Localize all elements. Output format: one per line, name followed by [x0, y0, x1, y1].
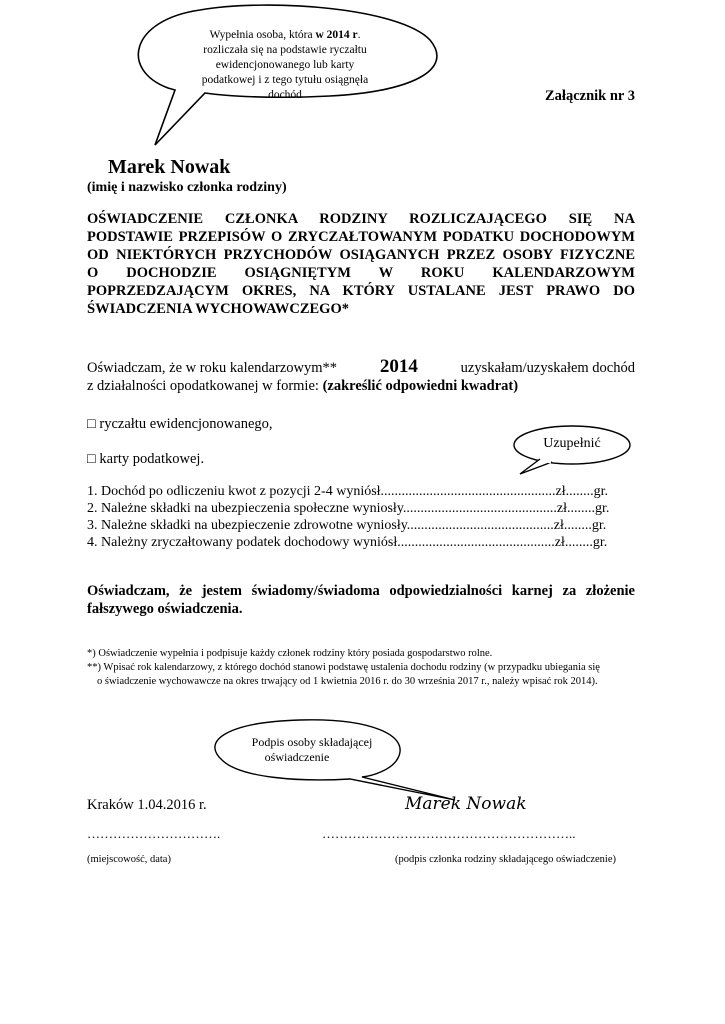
- declaration-year: 2014: [379, 356, 418, 377]
- member-name: Marek Nowak: [108, 156, 231, 178]
- footnote-1: *) Oświadczenie wypełnia i podpisuje każdy członek rodziny który posiada gospodarstwo rolne.: [87, 648, 493, 659]
- option-tax-card[interactable]: □ karty podatkowej.: [87, 451, 205, 467]
- income-row-4[interactable]: 4. Należny zryczałtowany podatek dochodowy wyniósł.............................................zł........gr.: [87, 535, 608, 550]
- member-name-caption: (imię i nazwisko członka rodziny): [87, 180, 287, 195]
- top-bubble-text: Wypełnia osoba, która w 2014 r. rozliczała się na podstawie ryczałtu ewidencjonowanego lub karty podatkowej i z tego tytułu osiągnęła dochód: [201, 29, 369, 101]
- income-row-2[interactable]: 2. Należne składki na ubezpieczenia społeczne wyniosły............................................zł........gr.: [87, 501, 610, 516]
- declaration-paragraph: Oświadczam, że w roku kalendarzowym** 2014 uzyskałam/uzyskałem dochód z działalności opodatkowanej w formie: (zakreślić odpowiedni kwadrat): [87, 356, 635, 394]
- option-lump-sum[interactable]: □ ryczałtu ewidencjonowanego,: [87, 416, 273, 432]
- signature-line: …………………………………………………..: [322, 826, 576, 841]
- fill-bubble-text: Uzupełnić: [543, 436, 601, 451]
- footnote-2: **) Wpisać rok kalendarzowy, z którego dochód stanowi podstawę ustalenia dochodu rodziny (w przypadku ubiegania się: [87, 662, 600, 673]
- place-date-caption: (miejscowość, data): [87, 854, 171, 865]
- income-row-1[interactable]: 1. Dochód po odliczeniu kwot z pozycji 2-4 wyniósł..................................................zł........gr.: [87, 484, 609, 499]
- place-date-line: ………………………….: [87, 826, 221, 841]
- attachment-label: Załącznik nr 3: [545, 88, 635, 104]
- signature-bubble-text: Podpis osoby składającej oświadczenie: [251, 735, 373, 764]
- income-row-3[interactable]: 3. Należne składki na ubezpieczenie zdrowotne wyniosły..........................................zł........gr.: [87, 518, 607, 533]
- liability-statement: Oświadczam, że jestem świadomy/świadoma odpowiedzialności karnej za złożenie fałszywego oświadczenia.: [87, 583, 635, 617]
- document-title: OŚWIADCZENIE CZŁONKA RODZINY ROZLICZAJĄCEGO SIĘ NA PODSTAWIE PRZEPISÓW O ZRYCZAŁTOWANYM PODATKU DOCHODOWYM OD NIEKTÓRYCH PRZYCHODÓW OSIĄGANYCH PRZEZ OSOBY FIZYCZNE O DOCHODZIE OSIĄGNIĘTYM W ROKU KALENDARZOWYM POPRZEDZAJĄCYM OKRES, NA KTÓRY USTALANE JEST PRAWO DO ŚWIADCZENIA WYCHOWAWCZEGO*: [87, 211, 635, 317]
- footnotes: *) Oświadczenie wypełnia i podpisuje każdy członek rodziny który posiada gospodarstwo rolne. **) Wpisać rok kalendarzowy, z którego dochód stanowi podstawę ustalenia dochodu rodziny (w przypadku ubiegania się o świadczenie wychowawcze na okres trwający od 1 kwietnia 2016 r. do 30 września 2017 r., należy wpisać rok 2014).: [87, 647, 647, 689]
- signature-caption: (podpis członka rodziny składającego oświadczenie): [395, 854, 616, 865]
- income-rows: [87, 483, 635, 551]
- place-date: Kraków 1.04.2016 r.: [87, 797, 207, 813]
- handwritten-signature: Marek Nowak: [405, 794, 527, 814]
